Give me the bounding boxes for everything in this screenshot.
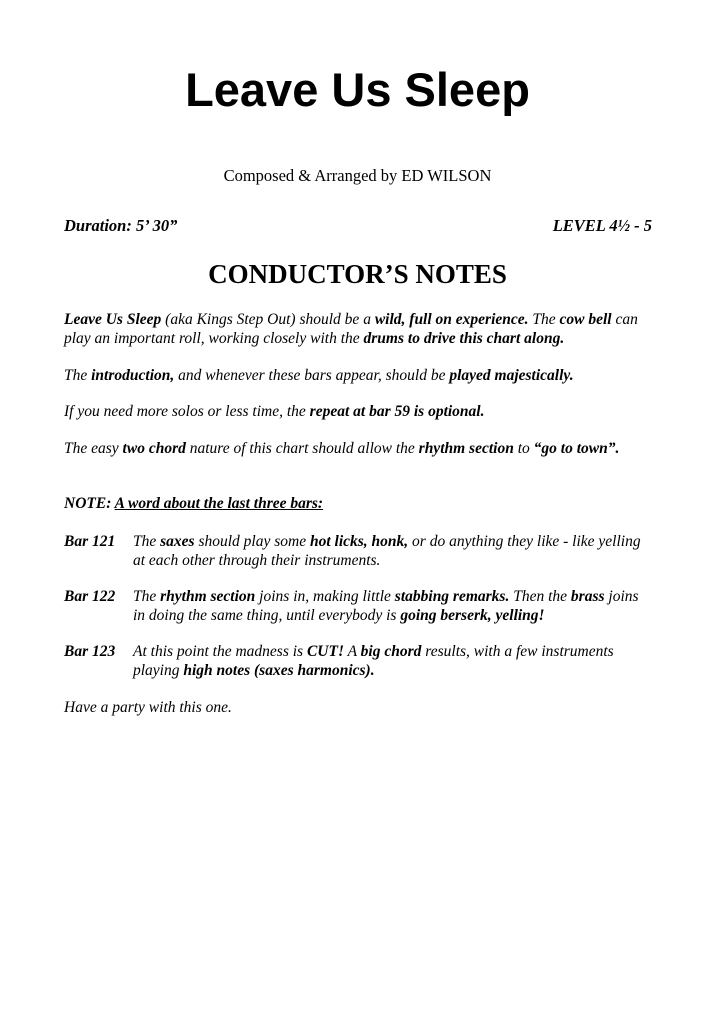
composer-credit: Composed & Arranged by ED WILSON — [223, 166, 492, 185]
text-bold: high notes (saxes harmonics). — [183, 662, 375, 679]
text: should play some — [194, 533, 310, 550]
text-bold: two chord — [122, 440, 186, 457]
text: Then the — [509, 588, 571, 605]
page-title: Leave Us Sleep — [185, 63, 530, 116]
bar-description — [133, 532, 653, 570]
text-bold: brass — [570, 588, 605, 605]
text-bold: played majestically. — [449, 367, 574, 384]
text-bold: cow bell — [559, 311, 612, 328]
text: (aka Kings Step Out) should be a — [161, 311, 375, 328]
text: results, with a few instruments playing — [133, 643, 614, 679]
paragraph-intro — [64, 310, 654, 348]
text: joins in, making little — [255, 588, 395, 605]
bar-note-122 — [64, 587, 654, 627]
text: joins in doing the same thing, until everybody is — [133, 588, 639, 624]
text: The — [528, 311, 560, 328]
closing-line: Have a party with this one. — [64, 699, 232, 716]
text: to — [513, 440, 534, 457]
bar-note-123 — [64, 642, 654, 682]
text: At this point the madness is — [133, 643, 307, 660]
section-heading: CONDUCTOR’S NOTES — [208, 259, 507, 289]
text: If you need more solos or less time, the — [64, 403, 310, 420]
text-bold: saxes — [160, 533, 195, 550]
bar-label: Bar 122 — [64, 588, 116, 605]
paragraph-rhythm — [64, 439, 654, 458]
text-bold: going berserk, yelling! — [400, 607, 545, 624]
text-bold: rhythm section — [160, 588, 256, 605]
text: and whenever these bars appear, should be — [174, 367, 450, 384]
text-bold: rhythm section — [418, 440, 514, 457]
note-line — [64, 494, 654, 513]
text-bold: hot licks, honk, — [309, 533, 409, 550]
text-bold: Leave Us Sleep — [64, 311, 162, 328]
text: nature of this chart should allow the — [185, 440, 419, 457]
text: The — [64, 367, 92, 384]
bar-label: Bar 123 — [64, 643, 116, 660]
text: The — [133, 533, 161, 550]
text-bold: stabbing remarks. — [394, 588, 510, 605]
level-label: LEVEL 4½ - 5 — [552, 216, 652, 235]
text-bold: drums to drive this chart along. — [363, 330, 565, 347]
bar-description — [133, 587, 653, 625]
text-bold: big chord — [360, 643, 422, 660]
text: or do anything they like - like yelling at each other through their instruments. — [133, 533, 641, 569]
bar-note-121 — [64, 532, 654, 572]
text-bold: “go to town”. — [533, 440, 620, 457]
text-bold: introduction, — [91, 367, 175, 384]
note-heading: A word about the last three bars: — [114, 495, 324, 512]
bar-description — [133, 642, 653, 680]
bar-label: Bar 121 — [64, 533, 116, 550]
text: The easy — [64, 440, 123, 457]
text: The — [133, 588, 161, 605]
text-bold: repeat at bar 59 is optional. — [309, 403, 485, 420]
text-bold: CUT! — [306, 643, 344, 660]
text: A — [344, 643, 361, 660]
paragraph-repeat — [64, 402, 654, 421]
note-label: NOTE: — [64, 495, 115, 512]
text: can play an important roll, working closely with the — [64, 311, 638, 347]
duration-label: Duration: 5’ 30” — [64, 216, 178, 235]
text-bold: wild, full on experience. — [374, 311, 529, 328]
paragraph-introduction — [64, 366, 654, 385]
